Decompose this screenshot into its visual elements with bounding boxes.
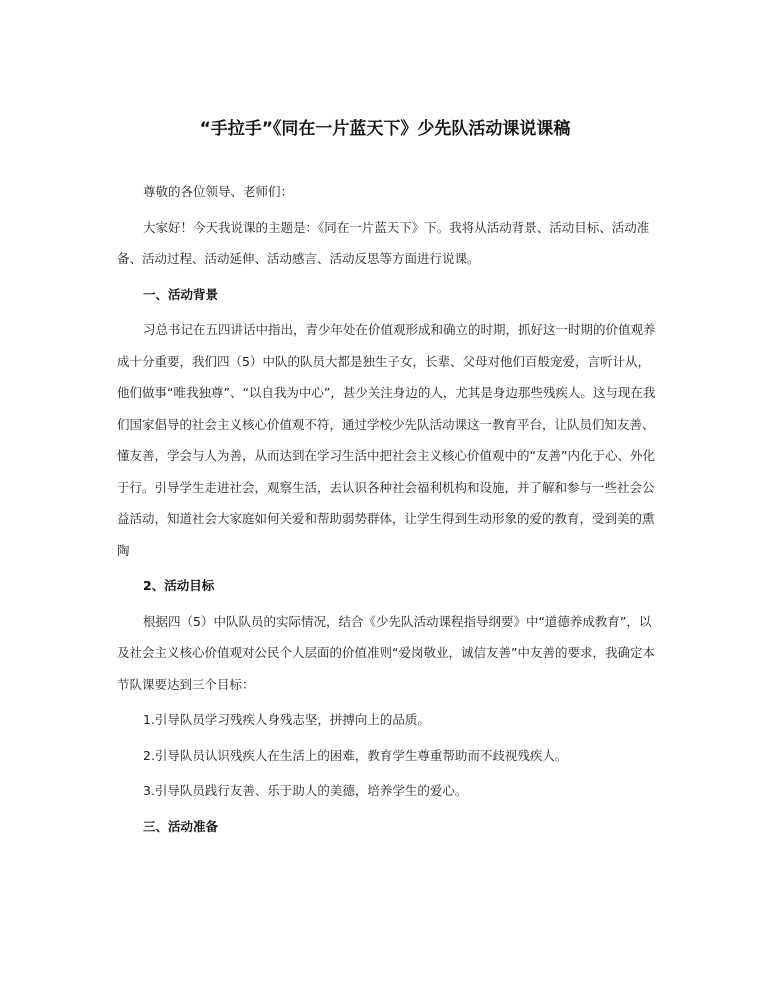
section-heading-preparation: 三、活动准备 <box>143 818 219 834</box>
goals-paragraph: 根据四（5）中队队员的实际情况，结合《少先队活动课程指导纲要》中“道德养成教育”，以及社会主义核心价值观对公民个人层面的价值准则“爱岗敬业，诚信友善”中友善的要求，我确定本节队课要达到三个目标： <box>117 613 655 692</box>
document-body <box>117 176 657 842</box>
goal-item-3: 3.引导队员践行友善、乐于助人的美德，培养学生的爱心。 <box>143 783 468 798</box>
goal-item-2: 2.引导队员认识残疾人在生活上的困难，教育学生尊重帮助而不歧视残疾人。 <box>143 747 568 763</box>
salutation-paragraph: 尊敬的各位领导、老师们： <box>143 184 294 199</box>
intro-paragraph: 大家好！今天我说课的主题是：《同在一片蓝天下》下。我将从活动背景、活动目标、活动准备、活动过程、活动延伸、活动感言、活动反思等方面进行说课。 <box>117 219 650 266</box>
background-paragraph: 习总书记在五四讲话中指出，青少年处在价值观形成和确立的时期，抓好这一时期的价值观养成十分重要，我们四（5）中队的队员大都是独生子女，长辈、父母对他们百般宠爱，言听计从，他们做事“唯我独尊”、“以自我为中心”，甚少关注身边的人，尤其是身边那些残疾人。这与现在我们国家倡导的社会主义核心价值观不符，通过学校少先队活动课这一教育平台，让队员们知友善、懂友善，学会与人为善，从而达到在学习生活中把社会主义核心价值观中的“友善”内化于心、外化于行。引导学生走进社会，观察生活，去认识各种社会福利机构和设施，并了解和参与一些社会公益活动，知道社会大家庭如何关爱和帮助弱势群体，让学生得到生动形象的爱的教育，受到美的熏陶 <box>117 322 656 558</box>
goal-item-1: 1.引导队员学习残疾人身残志坚，拼搏向上的品质。 <box>143 712 430 727</box>
section-heading-goals: 2、活动目标 <box>143 578 215 593</box>
section-heading-background: 一、活动背景 <box>143 286 219 302</box>
document-title: “手拉手”《同在一片蓝天下》少先队活动课说课稿 <box>199 119 571 139</box>
